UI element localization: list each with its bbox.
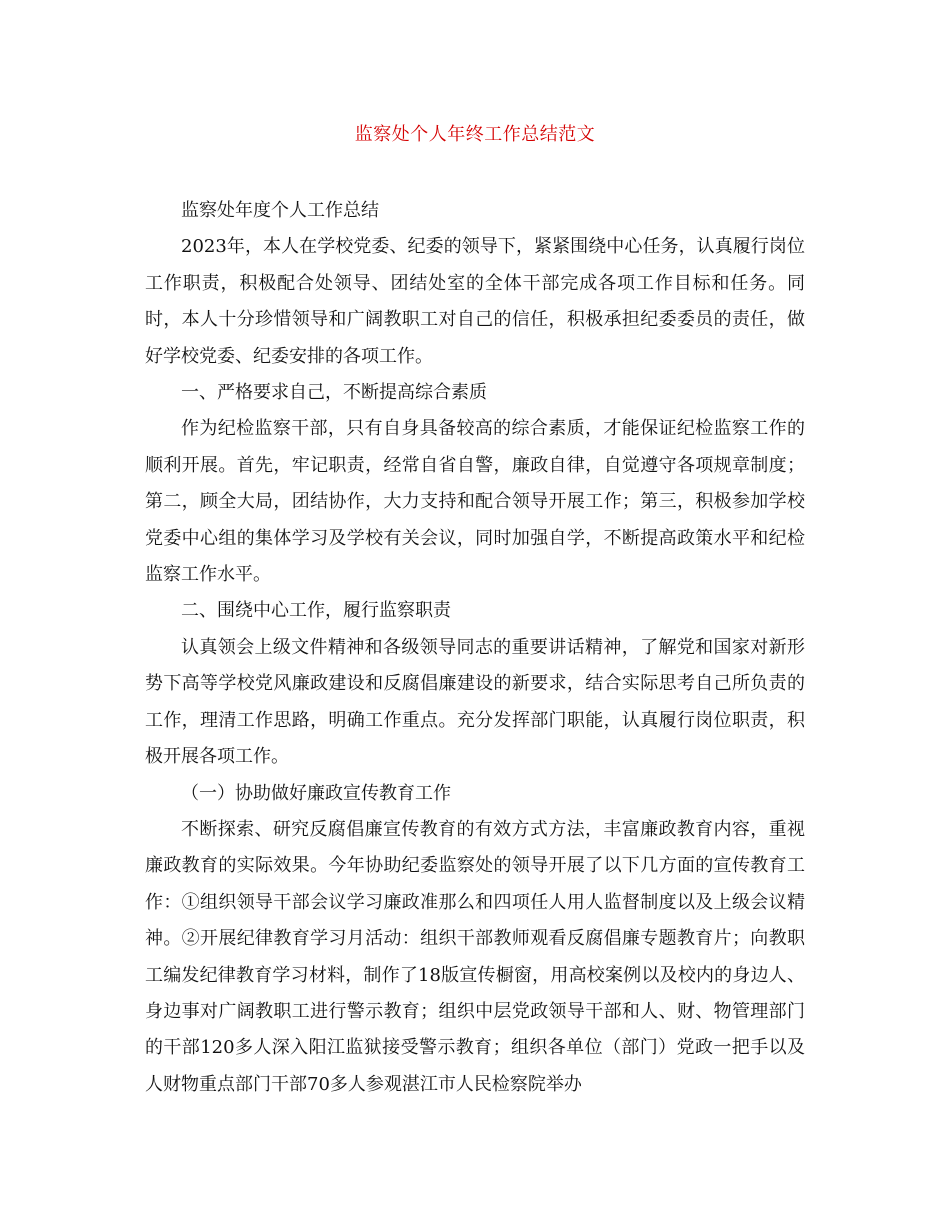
document-title: 监察处个人年终工作总结范文 (354, 124, 596, 145)
document-body (145, 193, 805, 1103)
subsection-heading-1: （一）协助做好廉政宣传教育工作 (181, 782, 451, 804)
paragraph-subtitle: 监察处年度个人工作总结 (181, 200, 379, 221)
section-heading-1: 一、严格要求自己，不断提高综合素质 (181, 382, 487, 404)
paragraph-section-2: 认真领会上级文件精神和各级领导同志的重要讲话精神，了解党和国家对新形势下高等学校党风廉政建设和反腐倡廉建设的新要求，结合实际思考自己所负责的工作，理清工作思路，明确工作重点。充分发挥部门职能，认真履行岗位职责，积极开展各项工作。 (145, 636, 805, 768)
paragraph-subsection-1: 不断探索、研究反腐倡廉宣传教育的有效方式方法，丰富廉政教育内容，重视廉政教育的实际效果。今年协助纪委监察处的领导开展了以下几方面的宣传教育工作：①组织领导干部会议学习廉政准那么和四项任人用人监督制度以及上级会议精神。②开展纪律教育学习月活动：组织干部教师观看反腐倡廉专题教育片；向教职工编发纪律教育学习材料，制作了18版宣传橱窗，用高校案例以及校内的身边人、身边事对广阔教职工进行警示教育；组织中层党政领导干部和人、财、物管理部门的干部120多人深入阳江监狱接受警示教育；组织各单位（部门）党政一把手以及人财物重点部门干部70多人参观湛江市人民检察院举办 (145, 818, 805, 1095)
paragraph-intro: 2023年，本人在学校党委、纪委的领导下，紧紧围绕中心任务，认真履行岗位工作职责，积极配合处领导、团结处室的全体干部完成各项工作目标和任务。同时，本人十分珍惜领导和广阔教职工对自己的信任，积极承担纪委委员的责任，做好学校党委、纪委安排的各项工作。 (145, 236, 805, 367)
section-heading-2: 二、围绕中心工作，履行监察职责 (181, 600, 451, 622)
paragraph-section-1: 作为纪检监察干部，只有自身具备较高的综合素质，才能保证纪检监察工作的顺利开展。首先，牢记职责，经常自省自警，廉政自律，自觉遵守各项规章制度；第二，顾全大局，团结协作，大力支持和配合领导开展工作；第三，积极参加学校党委中心组的集体学习及学校有关会议，同时加强自学，不断提高政策水平和纪检监察工作水平。 (145, 418, 805, 586)
